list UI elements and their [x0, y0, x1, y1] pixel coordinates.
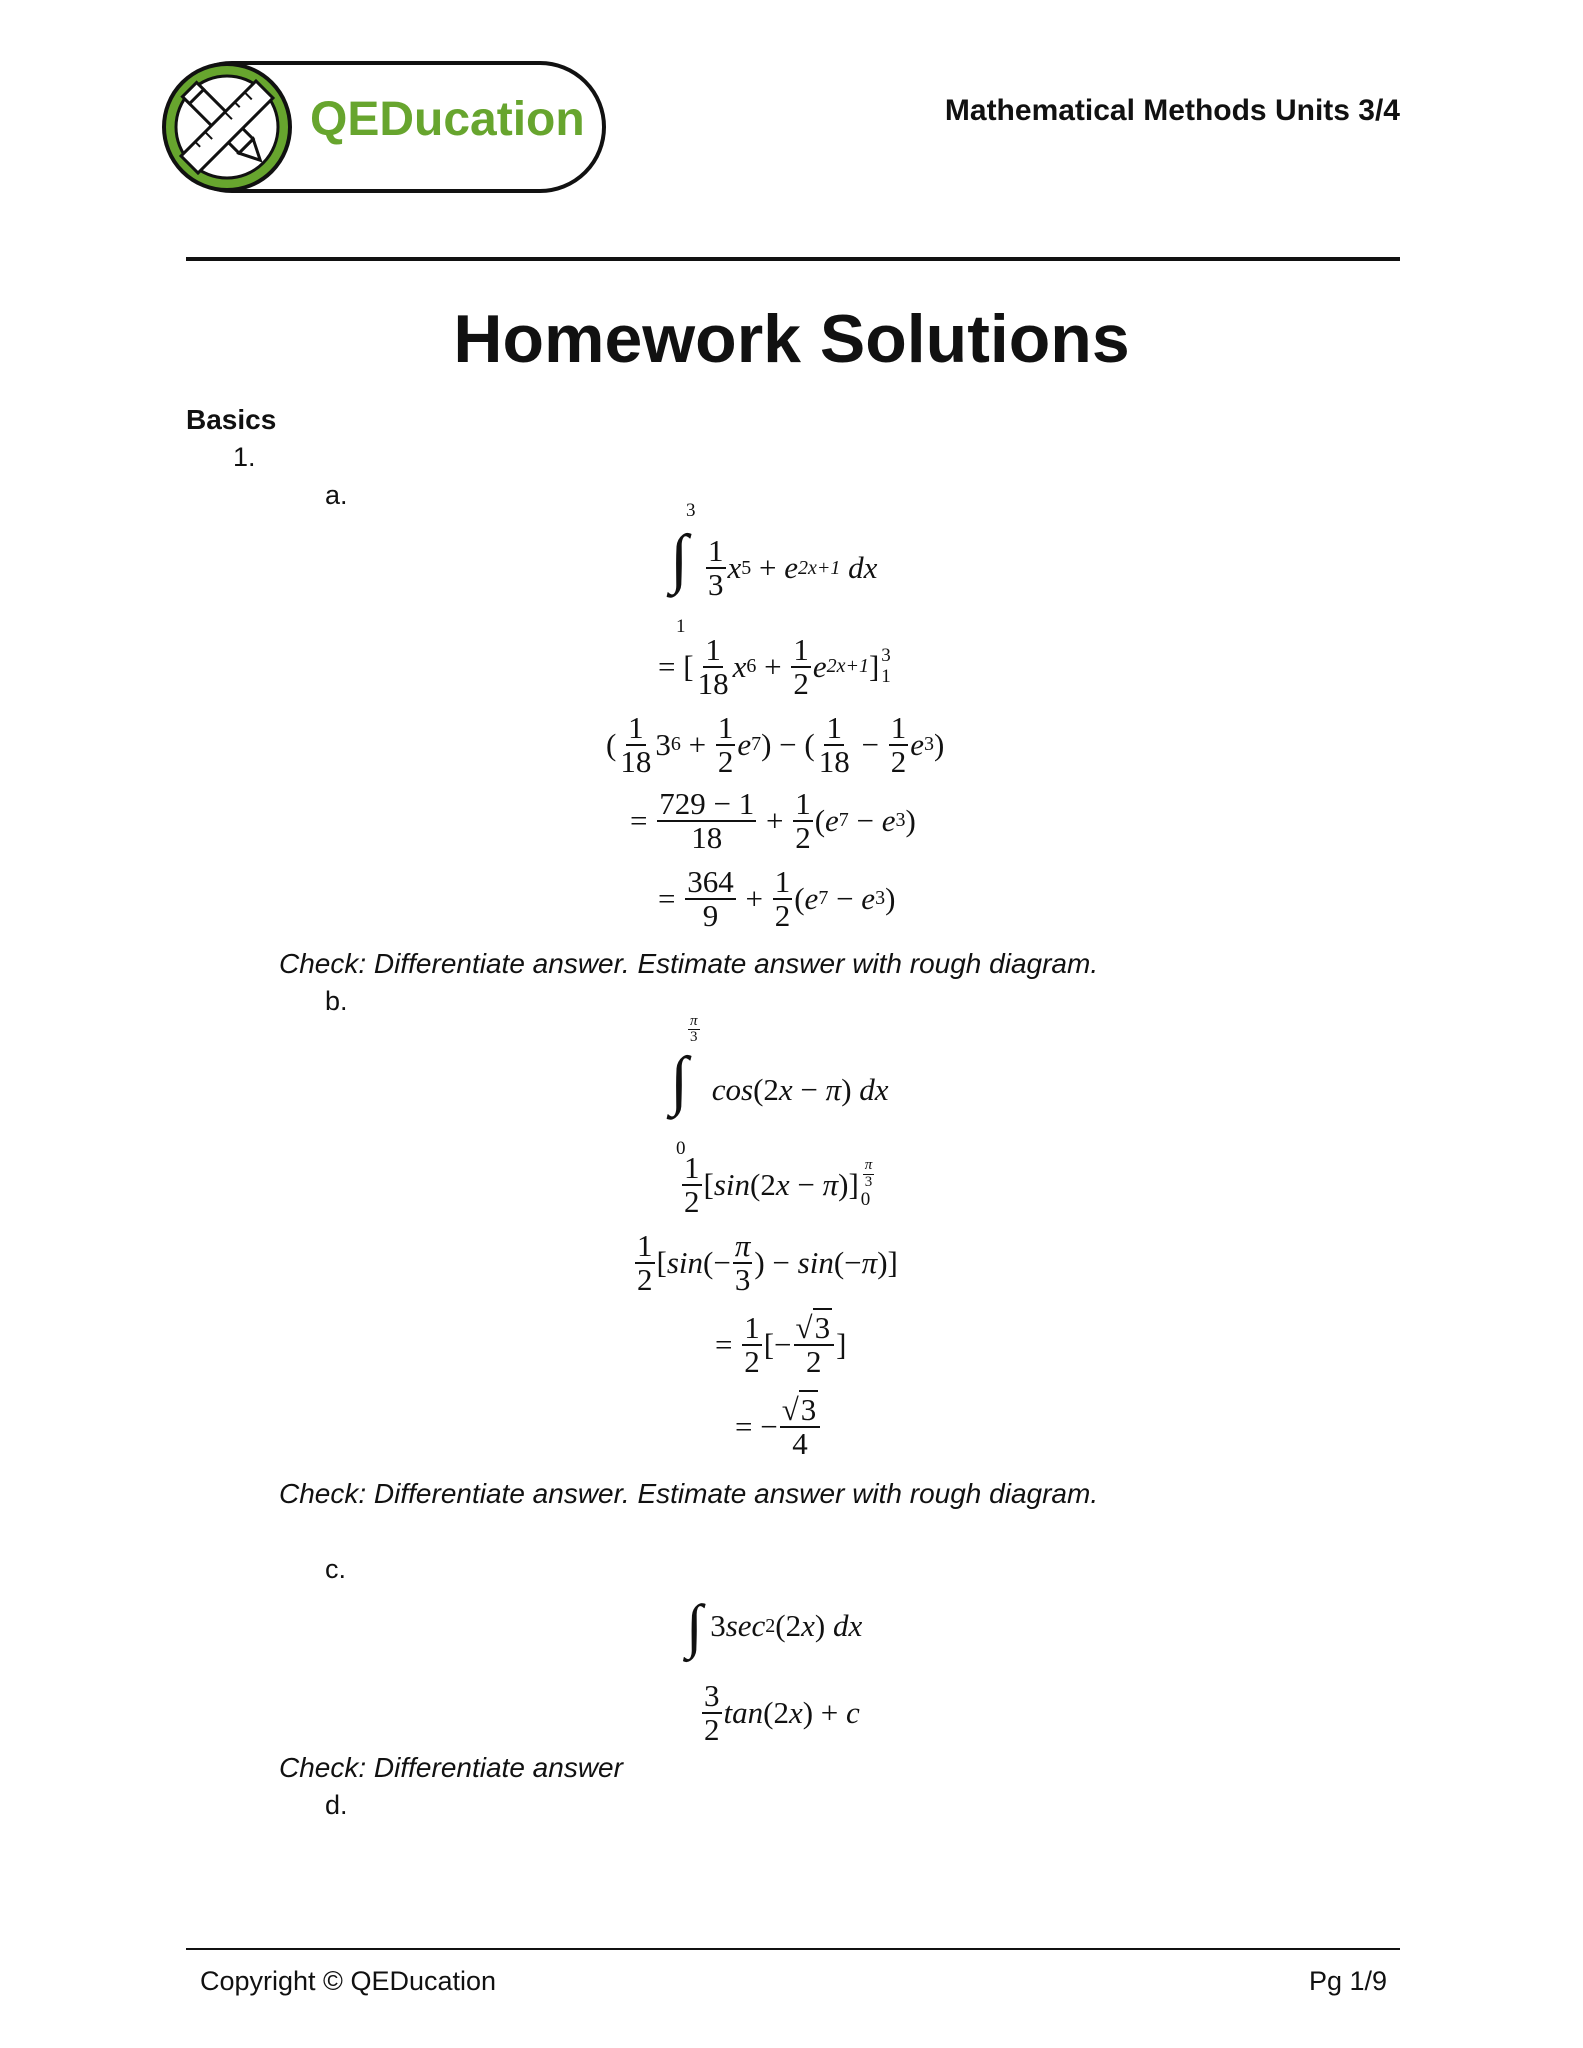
part-b-check: Check: Differentiate answer. Estimate answer with rough diagram. [279, 1478, 1099, 1509]
part-c-step1: $\frac{3}{2}$ tan (2 x ) + c [704, 1678, 860, 1747]
page-title: Homework Solutions [453, 301, 1130, 377]
part-d-label: d. [325, 1790, 348, 1820]
question-number: 1. [233, 442, 256, 472]
part-b-step4: = − $\frac{√3}{4}$ [735, 1394, 822, 1459]
part-b-integral: ∫ $\frac{\pi}{3}$ 0 cos (2 x − π ) dx [670, 1013, 889, 1159]
logo [160, 60, 608, 194]
part-a-step3: = $\frac{729 - 1}{18}$ + $\frac{1}{2}$ ( e 7 − e 3 ) [630, 786, 916, 855]
footer-divider [186, 1948, 1400, 1950]
part-b-step2: $\frac{1}{2}$ [ sin (− $\frac{\pi}{3}$ ) − sin (− π )] [637, 1228, 898, 1297]
footer-page-number: Pg 1/9 [1308, 1966, 1387, 1996]
part-a-step2: ( $\frac{1}{18}$ 3 6 + $\frac{1}{2}$ e 7 ) − ( $\frac{1}{18}$ − $\frac{1}{2}$ e 3 ) [606, 710, 945, 779]
logo-text: QEDucation [310, 93, 585, 146]
part-a-label: a. [325, 480, 348, 510]
part-a-integral: ∫ 3 1 $\frac{1}{3}$ x 5 + e 2x+1 dx [670, 500, 878, 637]
header-divider [186, 257, 1400, 261]
part-b-label: b. [325, 986, 348, 1016]
part-a-step1: = [ $\frac{1}{18}$ x 6 + $\frac{1}{2}$ e 2x+1 ] 3 1 [658, 632, 891, 701]
course-title: Mathematical Methods Units 3/4 [944, 94, 1400, 127]
part-a-step4: = $\frac{364}{9}$ + $\frac{1}{2}$ ( e 7 − e 3 ) [658, 864, 896, 933]
part-c-integral: ∫ 3 sec 2 (2 x ) dx [686, 1593, 863, 1659]
part-b-step1: $\frac{1}{2}$ [ sin (2 x − π )] $\frac{\pi}{3}$ 0 [684, 1150, 873, 1219]
part-a-check: Check: Differentiate answer. Estimate answer with rough diagram. [279, 948, 1099, 979]
part-b-step3: = $\frac{1}{2}$ [− $\frac{√3}{2}$ ] [715, 1310, 847, 1379]
part-c-label: c. [325, 1554, 347, 1584]
footer-copyright: Copyright © QEDucation [200, 1966, 497, 1996]
section-heading: Basics [186, 404, 277, 435]
part-c-check: Check: Differentiate answer [279, 1752, 623, 1783]
